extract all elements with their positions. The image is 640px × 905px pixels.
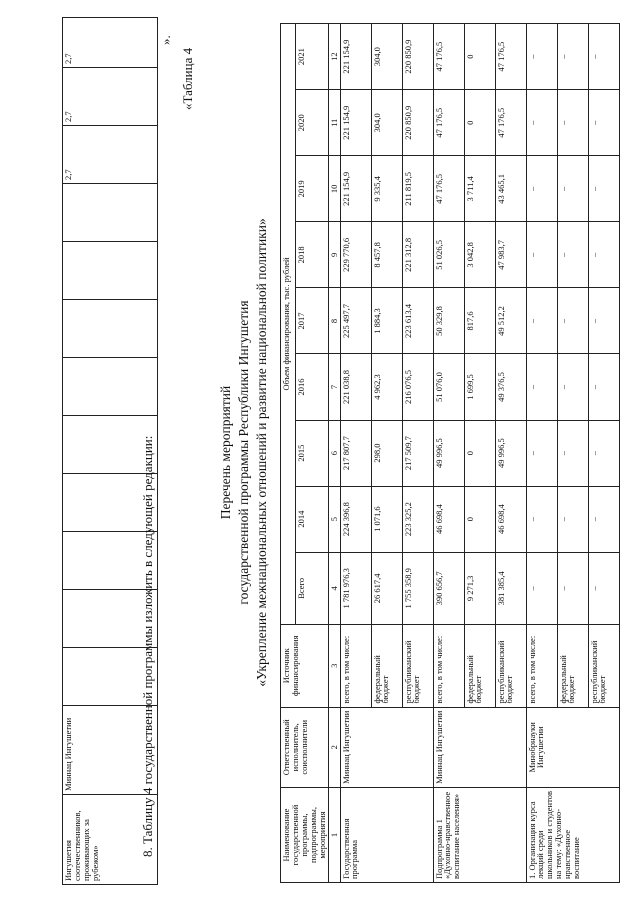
- header-year: 2016: [295, 354, 328, 420]
- header-exec: Ответственный исполнитель, соисполнители: [281, 707, 329, 788]
- value-cell: –: [557, 156, 588, 222]
- header-year: 2019: [295, 156, 328, 222]
- col-num: 8: [328, 288, 340, 354]
- row-source-cell: республиканский бюджет: [402, 624, 433, 707]
- value-cell: –: [557, 24, 588, 90]
- value-cell: 1 699,5: [464, 354, 495, 420]
- value-cell: 49 376,5: [495, 354, 526, 420]
- title-line-1: Перечень мероприятий: [218, 385, 233, 520]
- value-cell: –: [526, 156, 557, 222]
- value-cell: –: [526, 90, 557, 156]
- column-number-row: [328, 24, 340, 883]
- value-cell: 221 038,8: [340, 354, 371, 420]
- value-cell: 3 042,8: [464, 222, 495, 288]
- header-year: 2015: [295, 420, 328, 486]
- header-name: Наименование государственной программы, подпрограммы, мероприятия: [281, 788, 329, 883]
- title-line-2: государственной программы Республики Ингушетия: [236, 300, 251, 605]
- row-source-cell: всего, в том числе:: [433, 624, 464, 707]
- value-cell: 47 983,7: [495, 222, 526, 288]
- top-cell: 2,7: [63, 68, 158, 126]
- value-cell: –: [526, 24, 557, 90]
- value-cell: –: [557, 420, 588, 486]
- value-cell: –: [557, 486, 588, 552]
- value-cell: 50 329,8: [433, 288, 464, 354]
- value-cell: 211 819,5: [402, 156, 433, 222]
- row-source-cell: федеральный бюджет: [464, 624, 495, 707]
- value-cell: –: [526, 222, 557, 288]
- value-cell: –: [588, 288, 619, 354]
- table-row: [340, 24, 371, 883]
- header-year: 2018: [295, 222, 328, 288]
- value-cell: 51 076,0: [433, 354, 464, 420]
- value-cell: –: [526, 486, 557, 552]
- value-cell: 304,0: [371, 24, 402, 90]
- value-cell: 225 497,7: [340, 288, 371, 354]
- value-cell: 0: [464, 486, 495, 552]
- value-cell: 51 026,5: [433, 222, 464, 288]
- value-cell: –: [588, 156, 619, 222]
- header-total: Всего: [295, 552, 328, 624]
- value-cell: –: [588, 420, 619, 486]
- value-cell: 26 617,4: [371, 552, 402, 624]
- value-cell: 47 176,5: [495, 24, 526, 90]
- row-name-cell: 1. Организация курса лекций среди школьников и студентов на тему: «Духовно-нравственное воспитание: [526, 788, 619, 883]
- table-row: [526, 24, 557, 883]
- row-source-cell: федеральный бюджет: [371, 624, 402, 707]
- closing-quote: ».: [158, 35, 173, 45]
- value-cell: –: [526, 552, 557, 624]
- header-source: Источник финансирования: [281, 624, 329, 707]
- value-cell: 224 396,8: [340, 486, 371, 552]
- value-cell: –: [526, 354, 557, 420]
- value-cell: 47 176,5: [433, 90, 464, 156]
- value-cell: –: [557, 222, 588, 288]
- value-cell: –: [588, 222, 619, 288]
- row-exec-cell: Минобрнауки Ингушетии: [526, 707, 619, 788]
- header-volume: Объем финансирования, тыс. рублей: [281, 24, 296, 625]
- value-cell: 220 850,9: [402, 90, 433, 156]
- col-num: 2: [328, 707, 340, 788]
- top-cell: Ингушетия соотечественников, проживающих за рубежом»: [63, 795, 158, 885]
- value-cell: –: [557, 552, 588, 624]
- row-name-cell: Государственная программа: [340, 788, 433, 883]
- value-cell: 216 076,5: [402, 354, 433, 420]
- value-cell: –: [526, 420, 557, 486]
- col-num: 12: [328, 24, 340, 90]
- value-cell: 47 176,5: [433, 156, 464, 222]
- col-num: 11: [328, 90, 340, 156]
- top-cell: [63, 242, 158, 300]
- value-cell: 46 698,4: [433, 486, 464, 552]
- value-cell: –: [588, 24, 619, 90]
- header-year: 2021: [295, 24, 328, 90]
- row-source-cell: республиканский бюджет: [588, 624, 619, 707]
- value-cell: 817,6: [464, 288, 495, 354]
- value-cell: 298,0: [371, 420, 402, 486]
- top-cell: 2,7: [63, 18, 158, 68]
- value-cell: 223 325,2: [402, 486, 433, 552]
- value-cell: 47 176,5: [495, 90, 526, 156]
- value-cell: 304,0: [371, 90, 402, 156]
- row-source-cell: всего, в том числе:: [340, 624, 371, 707]
- value-cell: 221 154,9: [340, 24, 371, 90]
- value-cell: –: [588, 90, 619, 156]
- value-cell: 4 962,3: [371, 354, 402, 420]
- col-num: 4: [328, 552, 340, 624]
- row-exec-cell: Миннац Ингушетии: [433, 707, 526, 788]
- row-source-cell: республиканский бюджет: [495, 624, 526, 707]
- col-num: 3: [328, 624, 340, 707]
- value-cell: 49 512,2: [495, 288, 526, 354]
- value-cell: –: [557, 354, 588, 420]
- value-cell: 46 698,4: [495, 486, 526, 552]
- value-cell: 0: [464, 24, 495, 90]
- col-num: 10: [328, 156, 340, 222]
- col-num: 1: [328, 788, 340, 883]
- main-table: [280, 23, 620, 883]
- value-cell: 47 176,5: [433, 24, 464, 90]
- value-cell: –: [588, 486, 619, 552]
- value-cell: 49 996,5: [433, 420, 464, 486]
- col-num: 6: [328, 420, 340, 486]
- value-cell: 223 613,4: [402, 288, 433, 354]
- value-cell: 9 335,4: [371, 156, 402, 222]
- value-cell: 217 509,7: [402, 420, 433, 486]
- header-row: [281, 24, 296, 883]
- row-exec-cell: Миннац Ингушетии: [340, 707, 433, 788]
- value-cell: –: [526, 288, 557, 354]
- value-cell: 8 457,8: [371, 222, 402, 288]
- row-source-cell: федеральный бюджет: [557, 624, 588, 707]
- value-cell: 221 154,9: [340, 90, 371, 156]
- top-cell: Миннац Ингушетии: [63, 706, 158, 795]
- title-line-3: «Укрепление межнациональных отношений и развитие национальной политики»: [254, 218, 269, 687]
- table-row: [433, 24, 464, 883]
- value-cell: –: [588, 552, 619, 624]
- col-num: 7: [328, 354, 340, 420]
- value-cell: 43 465,1: [495, 156, 526, 222]
- value-cell: 221 312,8: [402, 222, 433, 288]
- value-cell: 1 071,6: [371, 486, 402, 552]
- col-num: 9: [328, 222, 340, 288]
- main-table-body: [340, 24, 619, 883]
- header-year: 2020: [295, 90, 328, 156]
- top-cell: [63, 300, 158, 358]
- top-cell: [63, 184, 158, 242]
- value-cell: 390 656,7: [433, 552, 464, 624]
- value-cell: 229 770,6: [340, 222, 371, 288]
- value-cell: 49 996,5: [495, 420, 526, 486]
- header-year: 2014: [295, 486, 328, 552]
- value-cell: 1 755 358,9: [402, 552, 433, 624]
- header-year: 2017: [295, 288, 328, 354]
- value-cell: 1 781 976,3: [340, 552, 371, 624]
- value-cell: 9 271,3: [464, 552, 495, 624]
- top-cell: [63, 358, 158, 416]
- row-name-cell: Подпрограмма 1 «Духовно-нравственное воспитание населения»: [433, 788, 526, 883]
- value-cell: 381 385,4: [495, 552, 526, 624]
- value-cell: 221 154,9: [340, 156, 371, 222]
- col-num: 5: [328, 486, 340, 552]
- instruction-paragraph: 8. Таблицу 4 государственной программы изложить в следующей редакции:: [140, 435, 155, 857]
- value-cell: 0: [464, 90, 495, 156]
- value-cell: 217 807,7: [340, 420, 371, 486]
- table-label: «Таблица 4: [180, 47, 195, 110]
- top-cell: 2,7: [63, 126, 158, 184]
- value-cell: –: [557, 90, 588, 156]
- value-cell: 3 711,4: [464, 156, 495, 222]
- value-cell: 0: [464, 420, 495, 486]
- value-cell: –: [557, 288, 588, 354]
- value-cell: 220 850,9: [402, 24, 433, 90]
- value-cell: 1 884,3: [371, 288, 402, 354]
- row-source-cell: всего, в том числе:: [526, 624, 557, 707]
- value-cell: –: [588, 354, 619, 420]
